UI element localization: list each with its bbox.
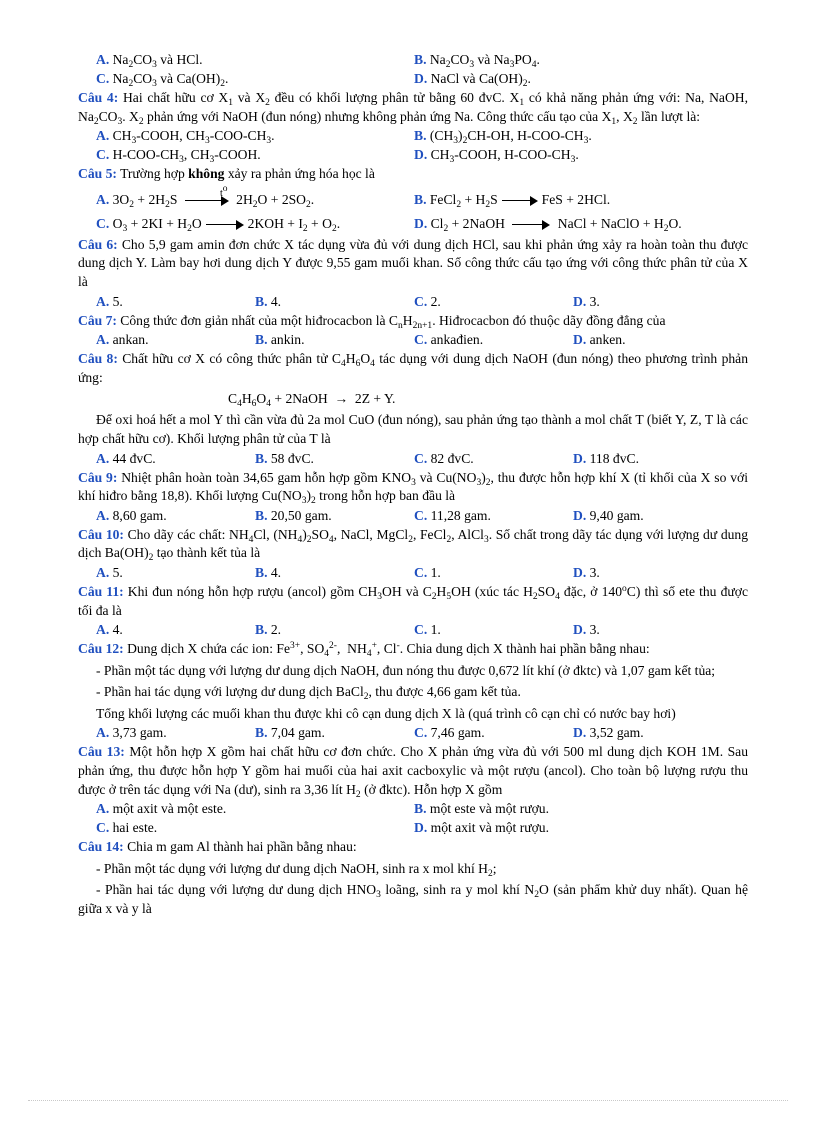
- q4-options-row2: [78, 145, 748, 164]
- q13-option-d[interactable]: D. một axit và một rượu.: [414, 820, 550, 836]
- exam-page: [78, 50, 748, 919]
- q6-option-d[interactable]: D. 3.: [573, 293, 600, 309]
- reaction-arrow: [512, 220, 550, 230]
- q6-options: [78, 292, 748, 311]
- q7-option-c[interactable]: C. ankađien.: [414, 332, 484, 348]
- q7-options: [78, 330, 748, 349]
- reaction-arrow: [502, 196, 538, 206]
- q10-option-c[interactable]: C. 1.: [414, 564, 441, 580]
- q13-option-a[interactable]: A. một axit và một este.: [96, 801, 227, 817]
- reaction-arrow: [206, 220, 244, 230]
- q12-option-d[interactable]: D. 3,52 gam.: [573, 725, 644, 741]
- q13-option-b[interactable]: B. một este và một rượu.: [414, 801, 550, 817]
- q9-option-a[interactable]: A. 8,60 gam.: [96, 507, 167, 523]
- q6-option-b[interactable]: B. 4.: [255, 293, 282, 309]
- q4-option-c[interactable]: C. $H-COO-CH_3$, $CH_3$-COOH.: [96, 147, 261, 166]
- q3-option-c[interactable]: C. $Na_2CO_3$ và $Ca(OH)_2$.: [96, 71, 229, 89]
- q4-option-a[interactable]: A. $CH_3$-COOH, $CH_3-COO-CH_3$.: [96, 128, 275, 147]
- q11-options: [78, 620, 748, 639]
- q3-option-a[interactable]: A. $Na_2CO_3$ và HCl.: [96, 52, 203, 70]
- q8-option-d[interactable]: D. 118 đvC.: [573, 450, 639, 466]
- q9-option-c[interactable]: C. 11,28 gam.: [414, 507, 491, 523]
- q8-option-a[interactable]: A. 44 đvC.: [96, 450, 156, 466]
- q9-option-d[interactable]: D. 9,40 gam.: [573, 507, 644, 523]
- q11-option-b[interactable]: B. 2.: [255, 622, 282, 638]
- q6-option-c[interactable]: C. 2.: [414, 293, 441, 309]
- q5-option-a[interactable]: A. $3O_2 + 2H_2S$ $t^o$ $2H_2O + 2SO_2$.: [96, 183, 315, 210]
- q11-stem: Câu 11: Khi đun nóng hỗn hợp rượu (ancol) gồm $CH_3OH$ và $C_2H_5OH$ (xúc tác $H_2SO_4$ đặc, ở 140$^o$C) thì số ete thu được tối đa là: [78, 583, 748, 618]
- q7-stem: Câu 7: Công thức đơn giản nhất của một hiđrocacbon là $C_nH_{2n+1}$. Hiđrocacbon đó thuộc dãy đồng đẳng của: [78, 312, 666, 331]
- q4-option-d[interactable]: D. $CH_3$-COOH, $H-COO-CH_3$.: [414, 147, 579, 166]
- q8-stem: Câu 8: Chất hữu cơ X có công thức phân tử $C_4H_6O_4$ tác dụng với dung dịch NaOH (đun nóng) theo phương trình phản ứng:: [78, 351, 748, 385]
- q13-stem: Câu 13: Một hỗn hợp X gồm hai chất hữu cơ đơn chức. Cho X phản ứng vừa đủ với 500 ml dung dịch KOH 1M. Sau phản ứng, thu được hỗn hợp Y gồm hai muối của hai axit cacboxylic và một rượu (ancol). Cho toàn bộ lượng rượu thu được ở trên tác dụng với Na (dư), sinh ra 3,36 lít $H_2$ (ở đktc). Hỗn hợp X gồm: [78, 744, 748, 800]
- q13-options-row2: [78, 818, 748, 837]
- q9-stem: Câu 9: Nhiệt phân hoàn toàn 34,65 gam hỗn hợp gồm $KNO_3$ và $Cu(NO_3)_2$, thu được hỗn hợp khí X (tỉ khối của X so với khí hiđro bằng 18,8). Khối lượng $Cu(NO_3)_2$ trong hỗn hợp ban đầu là: [78, 469, 748, 507]
- q4-stem: Câu 4: Hai chất hữu cơ $X_1$ và $X_2$ đều có khối lượng phân tử bằng 60 đvC. $X_1$ có khả năng phản ứng với: Na, NaOH, $Na_2CO_3$. $X_2$ phản ứng với NaOH (đun nóng) nhưng không phản ứng Na. Công thức cấu tạo của $X_1$, $X_2$ lần lượt là:: [78, 90, 748, 127]
- q11-option-d[interactable]: D. 3.: [573, 622, 600, 638]
- q5-option-c[interactable]: C. $O_3 + 2KI + H_2O$ $2KOH + I_2 + O_2$.: [96, 215, 341, 234]
- q12-part3: Tổng khối lượng các muối khan thu được khi cô cạn dung dịch X là (quá trình cô cạn chỉ có nước bay hơi): [96, 705, 676, 721]
- q9-option-b[interactable]: B. 20,50 gam.: [255, 507, 332, 523]
- temperature-mark: $t^o$: [220, 183, 228, 199]
- q5-option-b[interactable]: B. FeCl$_2$ + $H_2S$ FeS + 2HCl.: [414, 191, 611, 210]
- q6-option-a[interactable]: A. 5.: [96, 293, 123, 309]
- q4-option-b[interactable]: B. $(CH_3)_2CH-OH$, $H-COO-CH_3$.: [414, 128, 592, 147]
- q5-option-d[interactable]: D. $Cl_2$ + 2NaOH NaCl + NaClO + $H_2O$.: [414, 215, 682, 234]
- q14-part2: - Phần hai tác dụng với lượng dư dung dịch $HNO_3$ loãng, sinh ra y mol khí $N_2O$ (sản phẩm khử duy nhất). Quan hệ giữa x và y là: [78, 882, 748, 917]
- q13-options-row1: [78, 799, 748, 818]
- q7-option-b[interactable]: B. ankin.: [255, 332, 305, 348]
- q8-body: Để oxi hoá hết a mol Y thì cần vừa đủ 2a mol CuO (đun nóng), sau phản ứng tạo thành a mol chất T (biết Y, Z, T là các hợp chất hữu cơ). Khối lượng phân tử của T là: [78, 412, 748, 446]
- q7-option-d[interactable]: D. anken.: [573, 332, 626, 348]
- q10-option-d[interactable]: D. 3.: [573, 564, 600, 580]
- q10-stem: Câu 10: Cho dãy các chất: $NH_4Cl$, $(NH_4)_2SO_4$, NaCl, MgCl$_2$, FeCl$_2$, AlCl$_3$. Số chất trong dãy tác dụng với lượng dư dung dịch $Ba(OH)_2$ tạo thành kết tủa là: [78, 526, 749, 564]
- q8-equation: $C_4H_6O_4$ + 2NaOH → 2Z + Y.: [228, 391, 396, 410]
- q14-stem: Câu 14: Chia m gam Al thành hai phần bằng nhau:: [78, 839, 357, 855]
- q12-option-b[interactable]: B. 7,04 gam.: [255, 725, 325, 741]
- q12-part2: - Phần hai tác dụng với lượng dư dung dịch BaCl$_2$, thu được 4,66 gam kết tủa.: [96, 684, 521, 703]
- q11-option-a[interactable]: A. 4.: [96, 622, 123, 638]
- q10-options: [78, 563, 748, 582]
- q5-stem: Câu 5: Trường hợp không xảy ra phản ứng hóa học là: [78, 166, 375, 182]
- q3-option-b[interactable]: B. $Na_2CO_3$ và $Na_3PO_4$.: [414, 52, 540, 70]
- q8-option-c[interactable]: C. 82 đvC.: [414, 450, 474, 466]
- q12-options: [78, 723, 748, 742]
- q12-stem: Câu 12: Dung dịch X chứa các ion: $Fe^{3+}$, $SO_4^{2-}$, $NH_4^+$, Cl-. Chia dung dịch X thành hai phần bằng nhau:: [78, 641, 650, 660]
- footer-divider: [28, 1100, 788, 1101]
- q8-option-b[interactable]: B. 58 đvC.: [255, 450, 314, 466]
- q5-options-row2: [78, 212, 748, 236]
- q3-options-row2: [78, 69, 748, 88]
- q3-options-row1: [78, 50, 748, 69]
- q9-options: [78, 506, 748, 525]
- reaction-arrow: [185, 196, 229, 206]
- q12-part1: - Phần một tác dụng với lượng dư dung dịch NaOH, đun nóng thu được 0,672 lít khí (ở đktc) và 1,07 gam kết tủa;: [96, 662, 716, 678]
- q11-option-c[interactable]: C. 1.: [414, 622, 441, 638]
- q5-options-row1: [78, 183, 748, 212]
- q4-options-row1: [78, 126, 748, 145]
- q12-option-c[interactable]: C. 7,46 gam.: [414, 725, 485, 741]
- q10-option-a[interactable]: A. 5.: [96, 564, 123, 580]
- q8-options: [78, 449, 748, 468]
- q14-part1: - Phần một tác dụng với lượng dư dung dịch NaOH, sinh ra x mol khí $H_2$;: [96, 860, 497, 879]
- q3-option-d[interactable]: D. NaCl và $Ca(OH)_2$.: [414, 71, 531, 89]
- q10-option-b[interactable]: B. 4.: [255, 564, 282, 580]
- q6-stem: Câu 6: Cho 5,9 gam amin đơn chức X tác dụng vừa đủ với dung dịch HCl, sau khi phản ứng xảy ra hoàn toàn thu được dung dịch Y. Làm bay hơi dung dịch Y được 9,55 gam muối khan. Số công thức cấu tạo ứng với công thức phân tử của X là: [78, 236, 748, 289]
- q13-option-c[interactable]: C. hai este.: [96, 820, 158, 836]
- q12-option-a[interactable]: A. 3,73 gam.: [96, 725, 167, 741]
- q7-option-a[interactable]: A. ankan.: [96, 332, 149, 348]
